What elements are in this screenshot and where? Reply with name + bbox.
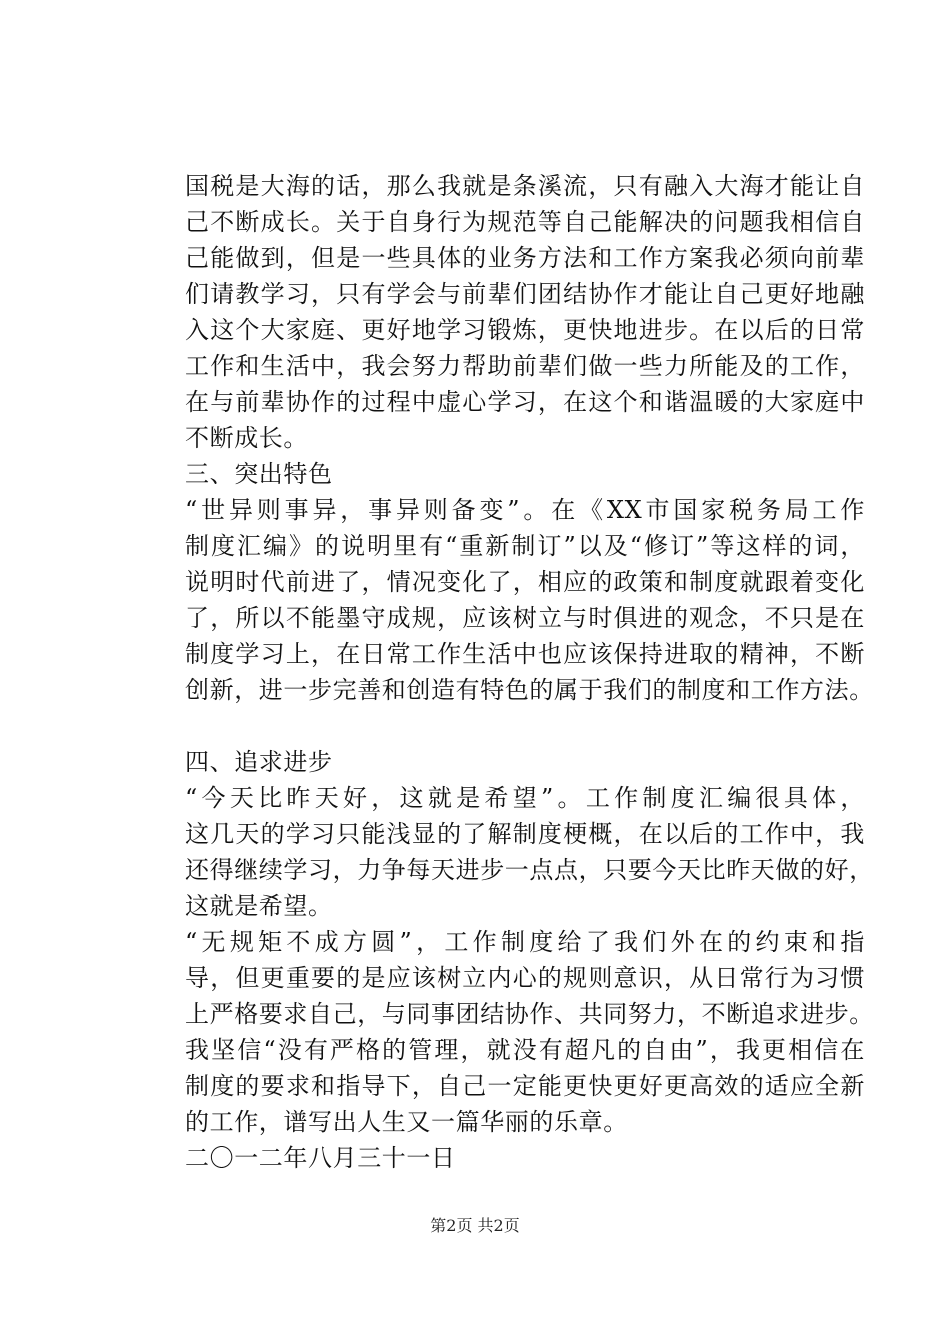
text-line: “今天比昨天好，这就是希望”。工作制度汇编很具体， xyxy=(185,784,865,812)
text-line: 制度的要求和指导下，自己一定能更快更好更高效的适应全新 xyxy=(185,1072,865,1100)
text-line: 创新，进一步完善和创造有特色的属于我们的制度和工作方法。 xyxy=(185,676,874,704)
text-line: 们请教学习，只有学会与前辈们团结协作才能让自己更好地融 xyxy=(185,280,865,308)
text-line: “世异则事异，事异则备变”。在《XX市国家税务局工作 xyxy=(185,496,865,524)
text-line: 入这个大家庭、更好地学习锻炼，更快地进步。在以后的日常 xyxy=(185,316,865,344)
text-line: 导，但更重要的是应该树立内心的规则意识，从日常行为习惯 xyxy=(185,964,865,992)
text-line: 我坚信“没有严格的管理，就没有超凡的自由”，我更相信在 xyxy=(185,1036,865,1064)
section-heading: 三、突出特色 xyxy=(185,460,333,488)
text-line: 还得继续学习，力争每天进步一点点，只要今天比昨天做的好， xyxy=(185,856,874,884)
document-body xyxy=(185,168,874,1176)
text-line: 己能做到，但是一些具体的业务方法和工作方案我必须向前辈 xyxy=(185,244,865,272)
text-line: 制度学习上，在日常工作生活中也应该保持进取的精神，不断 xyxy=(185,640,865,668)
text-line: 国税是大海的话，那么我就是条溪流，只有融入大海才能让自 xyxy=(185,172,865,200)
page-footer: 第2页 共2页 xyxy=(430,1216,520,1235)
text-line: 己不断成长。关于自身行为规范等自己能解决的问题我相信自 xyxy=(185,208,865,236)
text-line: 的工作，谱写出人生又一篇华丽的乐章。 xyxy=(185,1108,628,1136)
document-date: 二〇一二年八月三十一日 xyxy=(185,1144,456,1172)
text-line: 上严格要求自己，与同事团结协作、共同努力，不断追求进步。 xyxy=(185,1000,874,1028)
text-line: 工作和生活中，我会努力帮助前辈们做一些力所能及的工作， xyxy=(185,352,865,380)
section-heading: 四、追求进步 xyxy=(185,748,333,776)
text-line: 制度汇编》的说明里有“重新制订”以及“修订”等这样的词， xyxy=(185,532,865,560)
text-line: 不断成长。 xyxy=(185,424,308,452)
text-line: “无规矩不成方圆”，工作制度给了我们外在的约束和指 xyxy=(185,928,865,956)
text-line: 这就是希望。 xyxy=(185,892,333,920)
blank-line xyxy=(185,708,865,744)
text-line: 在与前辈协作的过程中虚心学习，在这个和谐温暖的大家庭中 xyxy=(185,388,865,416)
text-line: 这几天的学习只能浅显的了解制度梗概，在以后的工作中，我 xyxy=(185,820,865,848)
text-line: 了，所以不能墨守成规，应该树立与时俱进的观念，不只是在 xyxy=(185,604,865,632)
text-line: 说明时代前进了，情况变化了，相应的政策和制度就跟着变化 xyxy=(185,568,865,596)
